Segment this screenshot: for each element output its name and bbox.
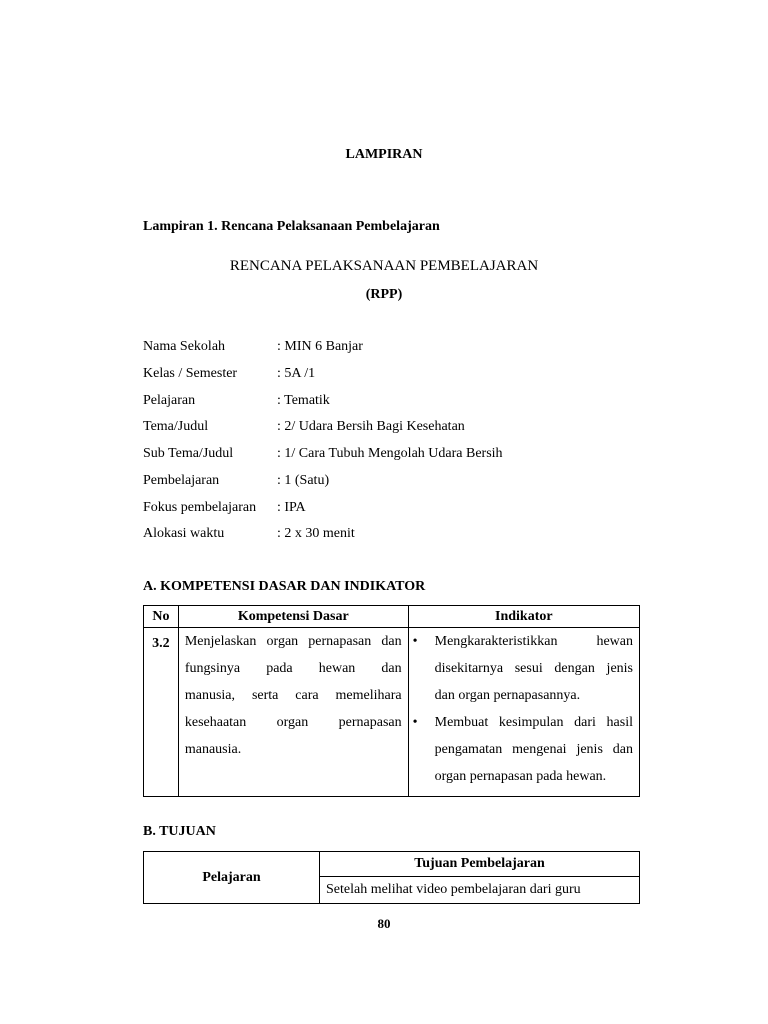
info-value: : IPA bbox=[277, 500, 306, 515]
info-label: Sub Tema/Judul bbox=[143, 446, 234, 461]
cell-kompetensi-dasar bbox=[178, 628, 408, 797]
indikator-list bbox=[409, 628, 639, 790]
indikator-line: organ pernapasan pada hewan. bbox=[434, 769, 607, 784]
info-value: : 2/ Udara Bersih Bagi Kesehatan bbox=[277, 419, 465, 434]
table-row bbox=[144, 852, 640, 877]
page-number: 80 bbox=[377, 916, 391, 931]
list-item bbox=[413, 709, 633, 790]
table-header-row bbox=[144, 606, 640, 628]
info-value: : 1/ Cara Tubuh Mengolah Udara Bersih bbox=[277, 446, 503, 461]
section-b-heading: B. TUJUAN bbox=[143, 824, 216, 839]
tujuan-table bbox=[143, 851, 640, 904]
info-label: Pembelajaran bbox=[143, 473, 220, 488]
info-label: Fokus pembelajaran bbox=[143, 500, 257, 515]
indikator-line: pengamatan mengenai jenis dan bbox=[434, 742, 633, 757]
indikator-line: Membuat kesimpulan dari hasil bbox=[434, 715, 633, 730]
rpp-title: RENCANA PELAKSANAAN PEMBELAJARAN bbox=[229, 258, 539, 274]
header-kompetensi-dasar: Kompetensi Dasar bbox=[178, 606, 408, 628]
section-a-heading: A. KOMPETENSI DASAR DAN INDIKATOR bbox=[143, 579, 426, 594]
header-no: No bbox=[144, 606, 179, 628]
info-value: : MIN 6 Banjar bbox=[277, 339, 363, 354]
indikator-line: disekitarnya sesui dengan jenis bbox=[434, 661, 633, 676]
info-value: : 2 x 30 menit bbox=[277, 526, 355, 541]
info-label: Tema/Judul bbox=[143, 419, 209, 434]
info-label: Alokasi waktu bbox=[143, 526, 225, 541]
kd-line: Menjelaskan organ pernapasan dan bbox=[184, 634, 402, 649]
cell-no bbox=[144, 628, 179, 797]
row-number: 3.2 bbox=[152, 636, 170, 651]
kompetensi-table bbox=[143, 605, 640, 797]
bullet-icon: • bbox=[412, 715, 418, 730]
appendix-label: Lampiran 1. Rencana Pelaksanaan Pembelajaran bbox=[143, 219, 440, 234]
info-label: Kelas / Semester bbox=[143, 366, 238, 381]
info-value: : 5A /1 bbox=[277, 366, 316, 381]
list-item bbox=[413, 628, 633, 709]
lampiran-title: LAMPIRAN bbox=[345, 147, 423, 162]
info-value: : Tematik bbox=[277, 393, 330, 408]
tujuan-text: Setelah melihat video pembelajaran dari guru bbox=[320, 877, 640, 904]
kd-line: manusia, serta cara memelihara bbox=[184, 688, 402, 703]
tujuan-header: Tujuan Pembelajaran bbox=[320, 852, 640, 877]
info-label: Nama Sekolah bbox=[143, 339, 226, 354]
kd-line: kesehaatan organ pernapasan bbox=[184, 715, 402, 730]
info-value: : 1 (Satu) bbox=[277, 473, 330, 488]
bullet-icon: • bbox=[412, 634, 418, 649]
rpp-abbrev: (RPP) bbox=[365, 287, 403, 302]
indikator-line: Mengkarakteristikkan hewan bbox=[434, 634, 633, 649]
cell-indikator bbox=[408, 628, 639, 797]
table-row bbox=[144, 628, 640, 797]
kd-line: fungsinya pada hewan dan bbox=[184, 661, 402, 676]
kompetensi-text bbox=[179, 628, 408, 763]
pelajaran-header: Pelajaran bbox=[144, 852, 320, 904]
info-label: Pelajaran bbox=[143, 393, 196, 408]
kd-line: manausia. bbox=[184, 742, 242, 757]
indikator-line: dan organ pernapasannya. bbox=[434, 688, 581, 703]
header-indikator: Indikator bbox=[408, 606, 639, 628]
